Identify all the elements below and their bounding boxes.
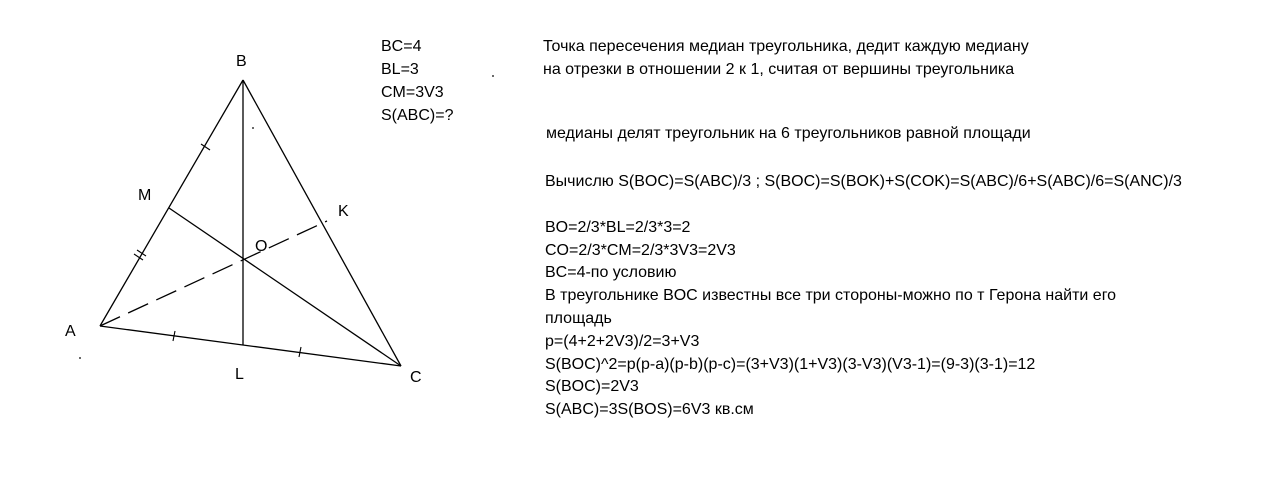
side-ac xyxy=(100,326,401,366)
step-line: BO=2/3*BL=2/3*3=2 xyxy=(545,218,691,236)
point-label-a: A xyxy=(65,323,76,340)
solution-steps xyxy=(545,171,1182,422)
point-label-b: B xyxy=(236,53,247,70)
given-line: BC=4 xyxy=(381,38,422,55)
median-ak-dashed xyxy=(100,221,327,326)
median-property-note xyxy=(543,35,1029,81)
note-line: Точка пересечения медиан треугольника, дедит каждую медиану xyxy=(543,38,1029,55)
step-line: S(BOC)=2V3 xyxy=(545,378,639,396)
given-line: CM=3V3 xyxy=(381,84,444,101)
stray-dot xyxy=(252,127,254,129)
step-line: площадь xyxy=(545,309,612,327)
given-data xyxy=(381,35,453,127)
step-line: CO=2/3*CM=2/3*3V3=2V3 xyxy=(545,241,736,259)
stray-dot xyxy=(79,357,81,359)
equal-area-statement: медианы делят треугольник на 6 треугольников равной площади xyxy=(546,125,1031,142)
point-label-o: O xyxy=(255,238,268,255)
step-line: В треугольнике BOC известны все три стороны-можно по т Герона найти его xyxy=(545,287,1117,305)
step-line: S(ABC)=3S(BOS)=6V3 кв.см xyxy=(545,401,754,419)
stray-dot xyxy=(492,75,494,77)
side-ab xyxy=(100,80,243,326)
given-line: BL=3 xyxy=(381,61,419,78)
step-line: Вычислю S(BOC)=S(ABC)/3 ; S(BOC)=S(BOK)+S(COK)=S(ABC)/6+S(ABC)/6=S(ANC)/3 xyxy=(545,173,1182,190)
point-label-l: L xyxy=(235,366,244,383)
side-bc xyxy=(243,80,401,366)
given-line: S(ABC)=? xyxy=(381,107,454,124)
median-cm xyxy=(169,208,401,366)
point-label-k: K xyxy=(338,203,349,220)
step-line: p=(4+2+2V3)/2=3+V3 xyxy=(545,332,700,350)
step-line: BC=4-по условию xyxy=(545,264,677,282)
note-line: на отрезки в отношении 2 к 1, считая от вершины треугольника xyxy=(543,61,1015,78)
point-label-m: M xyxy=(138,187,152,204)
step-line: S(BOC)^2=p(p-a)(p-b)(p-c)=(3+V3)(1+V3)(3-V3)(V3-1)=(9-3)(3-1)=12 xyxy=(545,355,1036,373)
point-label-c: C xyxy=(410,369,422,386)
